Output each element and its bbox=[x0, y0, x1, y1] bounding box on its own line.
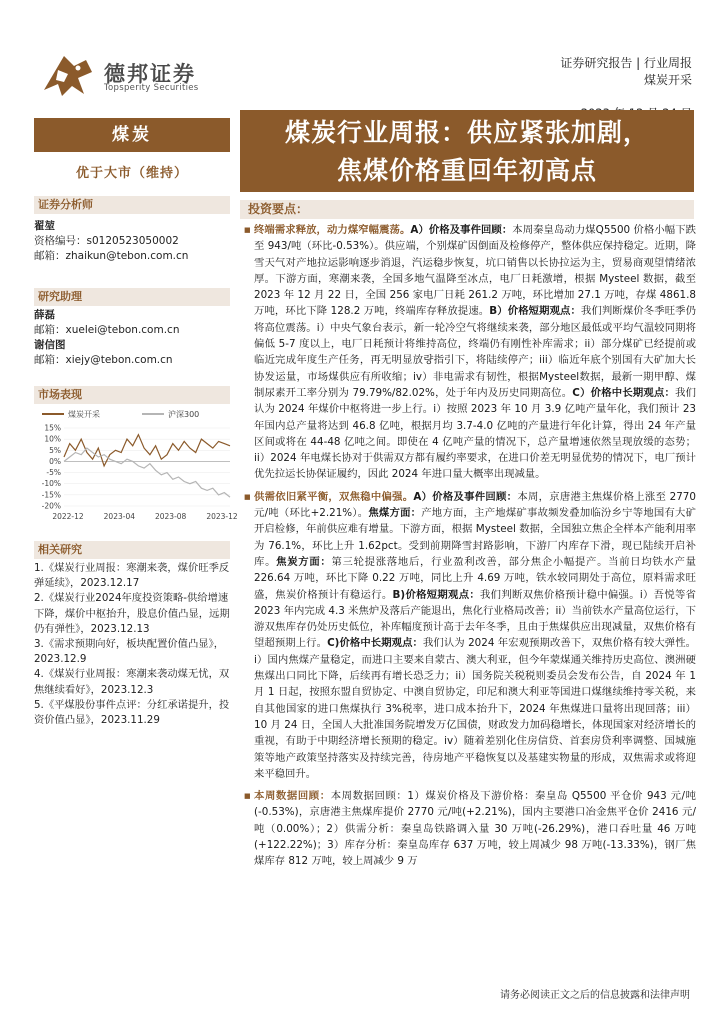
y-tick-label: 5% bbox=[49, 445, 61, 455]
x-tick-label: 2023-04 bbox=[103, 512, 136, 521]
main-body bbox=[244, 222, 696, 876]
company-logo bbox=[34, 50, 96, 102]
legend-label: 沪深300 bbox=[168, 410, 200, 419]
para2-text-c: 我们认为 2024 年宏观预期改善下，双焦价格有较大弹性。i）国内焦煤产量稳定，而进口主要来自蒙古、澳大利亚，但今年蒙煤通关维持历史高位、澳洲硬焦煤出口同比下降，后续再有增长恐乏力；ii）国务院关税税则委员会发布公告，自 2024 年 1 月 1 日起，按照东盟自贸协定、中澳自贸协定，印尼和澳大利亚等国进口煤继续维持零关税，来自其他国家的进口焦煤执行 3%税率，进口成本抬升下，2024 年焦煤进口量将出现回落；iii）10 月 24 日，全国人大批准国务院增发万亿国债，财政发力加码稳增长，体现国家对经济增长的重视，有助于中期经济增长预期的稳定。iv）随着差别化住房信贷、首套房贷利率调整、国城施策等地产政策坚持落实及持续完善，待房地产平稳恢复以及基建实物量的形成，双焦需求或将迎来平稳回升。 bbox=[254, 637, 696, 780]
assistant-section-head: 研究助理 bbox=[34, 288, 230, 306]
para2-text-b: 我们判断双焦价格预计稳中偏强。i）吾悦等省 2023 年内完成 4.3 米焦炉及落后产能退出，焦化行业格局改善；ii）当前铁水产量高位运行，下游双焦库存仍处历史低位，补库幅度预计高于去年冬季，且由于焦煤供应出现减量，双焦价格有望超预期上行。 bbox=[254, 588, 696, 650]
chart-series bbox=[64, 435, 230, 497]
paragraph-coking-coal bbox=[244, 489, 696, 782]
para3-text: 本周数据回顾：1）煤炭价格及下游价格：秦皇岛 Q5500 平仓价 943 元/吨(-0.53%)，京唐港主焦煤库提价 2770 元/吨(+2.21%)，国内主要港口冶金焦平仓价 2416 元/吨（0.00%）；2）供需分析：秦皇岛铁路调入量 30 万吨(-26.29%)，港口吞吐量 46 万吨(+122.22%)；3）库存分析：秦皇岛库存 637 万吨，较上周减少 98 万吨(-13.33%)，钢厂焦煤库存 812 万吨，较上周减少 9 万 bbox=[254, 790, 696, 868]
analyst-cert: 资格编号：s0120523050002 bbox=[34, 235, 179, 247]
summary-head: 投资要点： bbox=[240, 200, 694, 219]
sector-tag: 煤炭开采 bbox=[643, 73, 692, 87]
sector-label: 煤炭 bbox=[34, 118, 230, 152]
y-tick-label: -15% bbox=[41, 490, 61, 500]
related-item[interactable]: 2.《煤炭行业2024年度投资策略-供给增速下降，煤价中枢抬升，股息价值凸显，远期仍有弹性》，2023.12.13 bbox=[34, 592, 230, 635]
report-title bbox=[240, 110, 694, 192]
related-item[interactable]: 5.《平煤股份事件点评：分红承诺提升，投资价值凸显》，2023.11.29 bbox=[34, 698, 230, 727]
title-line-2: 焦煤价格重回年初高点 bbox=[336, 156, 597, 185]
chart-yticks bbox=[42, 424, 61, 511]
analyst-info bbox=[34, 219, 234, 264]
assistant2-name: 谢信图 bbox=[34, 339, 66, 351]
para1-subhead-c: C）价格中长期观点： bbox=[572, 386, 676, 399]
report-type: 证券研究报告 | 行业周报 bbox=[560, 56, 692, 70]
para1-text-c: 我们认为 2024 年煤价中枢将进一步上行。i）按照 2023 年 10 月 3.9 亿吨产量年化，我们预计 23 年国内总产量将达到 46.8 亿吨，根据月均 3.7-4.0 亿吨的产量进行年化计算，得出 24 年产量区间或将在 44-48 亿吨之间。即使在 4 亿吨产量的情况下，总产量增速依然呈现放缓的态势；ii）2024 年电煤长协对于供需双方都有履约率要求，在进口价差无明显优势的情况下，电厂预计优先拉运长协保证履约，因此 2024 年进口量大概率出现减量。 bbox=[254, 386, 696, 481]
paragraph-weekly-data bbox=[244, 788, 696, 869]
related-section-head: 相关研究 bbox=[34, 541, 230, 559]
company-name-cn: 德邦证券 bbox=[104, 62, 196, 86]
para2-text-coking: 产地方面，主产地煤矿事故频发叠加临汾乡宁等地国有大矿开启检修，年前供应难有增量。下游方面，根据 Mysteel 数据，全国独立焦企全样本产能利用率为 76.1%，环比上升 1.62pct。受到前期降雪封路影响，下游厂内库存下滑，现已陆续开启补库。 bbox=[254, 507, 696, 568]
y-tick-label: 0% bbox=[49, 456, 61, 466]
x-tick-label: 2023-08 bbox=[154, 512, 187, 521]
para1-highlight: 终端需求释放，动力煤窄幅震荡。 bbox=[254, 224, 411, 236]
x-tick-label: 2022-12 bbox=[52, 512, 84, 521]
para2-highlight: 供需依旧紧平衡，双焦稳中偏强。 bbox=[254, 490, 414, 503]
y-tick-label: -5% bbox=[46, 468, 61, 478]
market-section-head: 市场表现 bbox=[34, 386, 230, 404]
paragraph-thermal-coal bbox=[244, 222, 696, 483]
chart-legend bbox=[42, 409, 199, 419]
para1-text-b: 我们判断煤价冬季旺季仍将高位震荡。i）中央气象台表示，新一轮冷空气将继续来袭，部分地区最低或平均气温较同期将偏低 5-7 度以上，电厂日耗预计将维持高位，终端仍有刚性补库需求；ii）部分煤矿已经提前或临近完成年度生产任务，再无明显放량指引下，将陆续停产；iii）临近年底个别国有大矿加大长协发运量，市场煤供应有所收缩；iv）非电需求有韧性，根据Mysteel数据，最新一期甲醇、煤制尿素开工率分别为 79.79%/82.02%，处于年内及历史同期高位。 bbox=[254, 305, 696, 399]
para1-text-a: 本周秦皇岛动力煤Q5500 价格小幅下跌至 943/吨（环比-0.53%）。供应端，个别煤矿因倒面及检修停产，整体供应保持稳定。近期，降雪天气对产地拉运影响逐步消退，汽运稳步恢复，坑口销售以长协拉运为主，贸易商观望情绪浓厚。下游方面，寒潮来袭，全国多地气温降至冰点，电厂日耗激增，根据 Mysteel 数据，截至 2023 年 12 月 22 日，全国 256 家电厂日耗 261.2 万吨，环比增加 27.1 万吨，存煤 4861.8 万吨，环比下降 128.2 万吨，终端库存释放提速。 bbox=[254, 224, 696, 318]
chart-grid bbox=[64, 428, 230, 506]
para2-subhead-b: B)价格短期观点： bbox=[392, 588, 481, 601]
company-name-en: Topsperity Securities bbox=[104, 83, 199, 93]
related-item[interactable]: 1.《煤炭行业周报：寒潮来袭，煤价旺季反弹延续》，2023.12.17 bbox=[34, 562, 230, 590]
y-tick-label: -20% bbox=[41, 501, 61, 511]
assistant1-email[interactable]: 邮箱：xuelei@tebon.com.cn bbox=[34, 324, 180, 336]
y-tick-label: 15% bbox=[44, 423, 61, 433]
analyst-name: 翟堃 bbox=[34, 220, 55, 232]
assistant1-name: 薛磊 bbox=[34, 309, 55, 321]
para2-subhead-coking: 焦煤方面： bbox=[368, 507, 422, 520]
market-performance-chart bbox=[34, 406, 238, 524]
para2-subhead-coke: 焦炭方面： bbox=[276, 555, 332, 568]
rating-label: 优于大市（维持） bbox=[75, 166, 188, 181]
y-tick-label: -10% bbox=[41, 479, 61, 489]
para3-highlight: 本周数据回顾： bbox=[254, 790, 331, 803]
para1-subhead-a: A）价格及事件回顾： bbox=[410, 224, 513, 236]
assistant2-email[interactable]: 邮箱：xiejy@tebon.com.cn bbox=[34, 354, 173, 366]
related-research-list bbox=[34, 561, 234, 728]
legend-label: 煤炭开采 bbox=[68, 410, 100, 419]
assistant-info bbox=[34, 308, 234, 368]
y-tick-label: 10% bbox=[44, 434, 61, 444]
para2-text-a: 本周，京唐港主焦煤价格上涨至 2770 元/吨（环比+2.21%）。 bbox=[254, 490, 696, 520]
related-item[interactable]: 4.《煤炭行业周报：寒潮来袭动煤无忧，双焦继续看好》，2023.12.3 bbox=[34, 668, 230, 696]
related-item[interactable]: 3.《需求预期向好，板块配置价值凸显》，2023.12.9 bbox=[34, 638, 225, 666]
para2-text-coke: 第三轮提涨落地后，行业盈利改善，部分焦企小幅提产。当前日均铁水产量 226.64 万吨，环比下降 0.22 万吨，同比上升 4.69 万吨，铁水较同期处于高位，原料需求旺盛，焦炭价格预计有稳运行。 bbox=[254, 555, 696, 601]
para2-subhead-a: A）价格及事件回顾： bbox=[413, 490, 518, 503]
title-line-1: 煤炭行业周报：供应紧张加剧， bbox=[284, 118, 649, 147]
chart-xticks bbox=[52, 512, 238, 521]
analyst-email[interactable]: 邮箱：zhaikun@tebon.com.cn bbox=[34, 250, 189, 262]
x-tick-label: 2023-12 bbox=[206, 512, 238, 521]
footer-disclaimer: 请务必阅读正文之后的信息披露和法律声明 bbox=[500, 990, 690, 1001]
analyst-section-head: 证券分析师 bbox=[34, 196, 230, 214]
para2-subhead-c: C)价格中长期观点： bbox=[327, 637, 423, 650]
para1-subhead-b: B）价格短期观点： bbox=[489, 305, 581, 318]
